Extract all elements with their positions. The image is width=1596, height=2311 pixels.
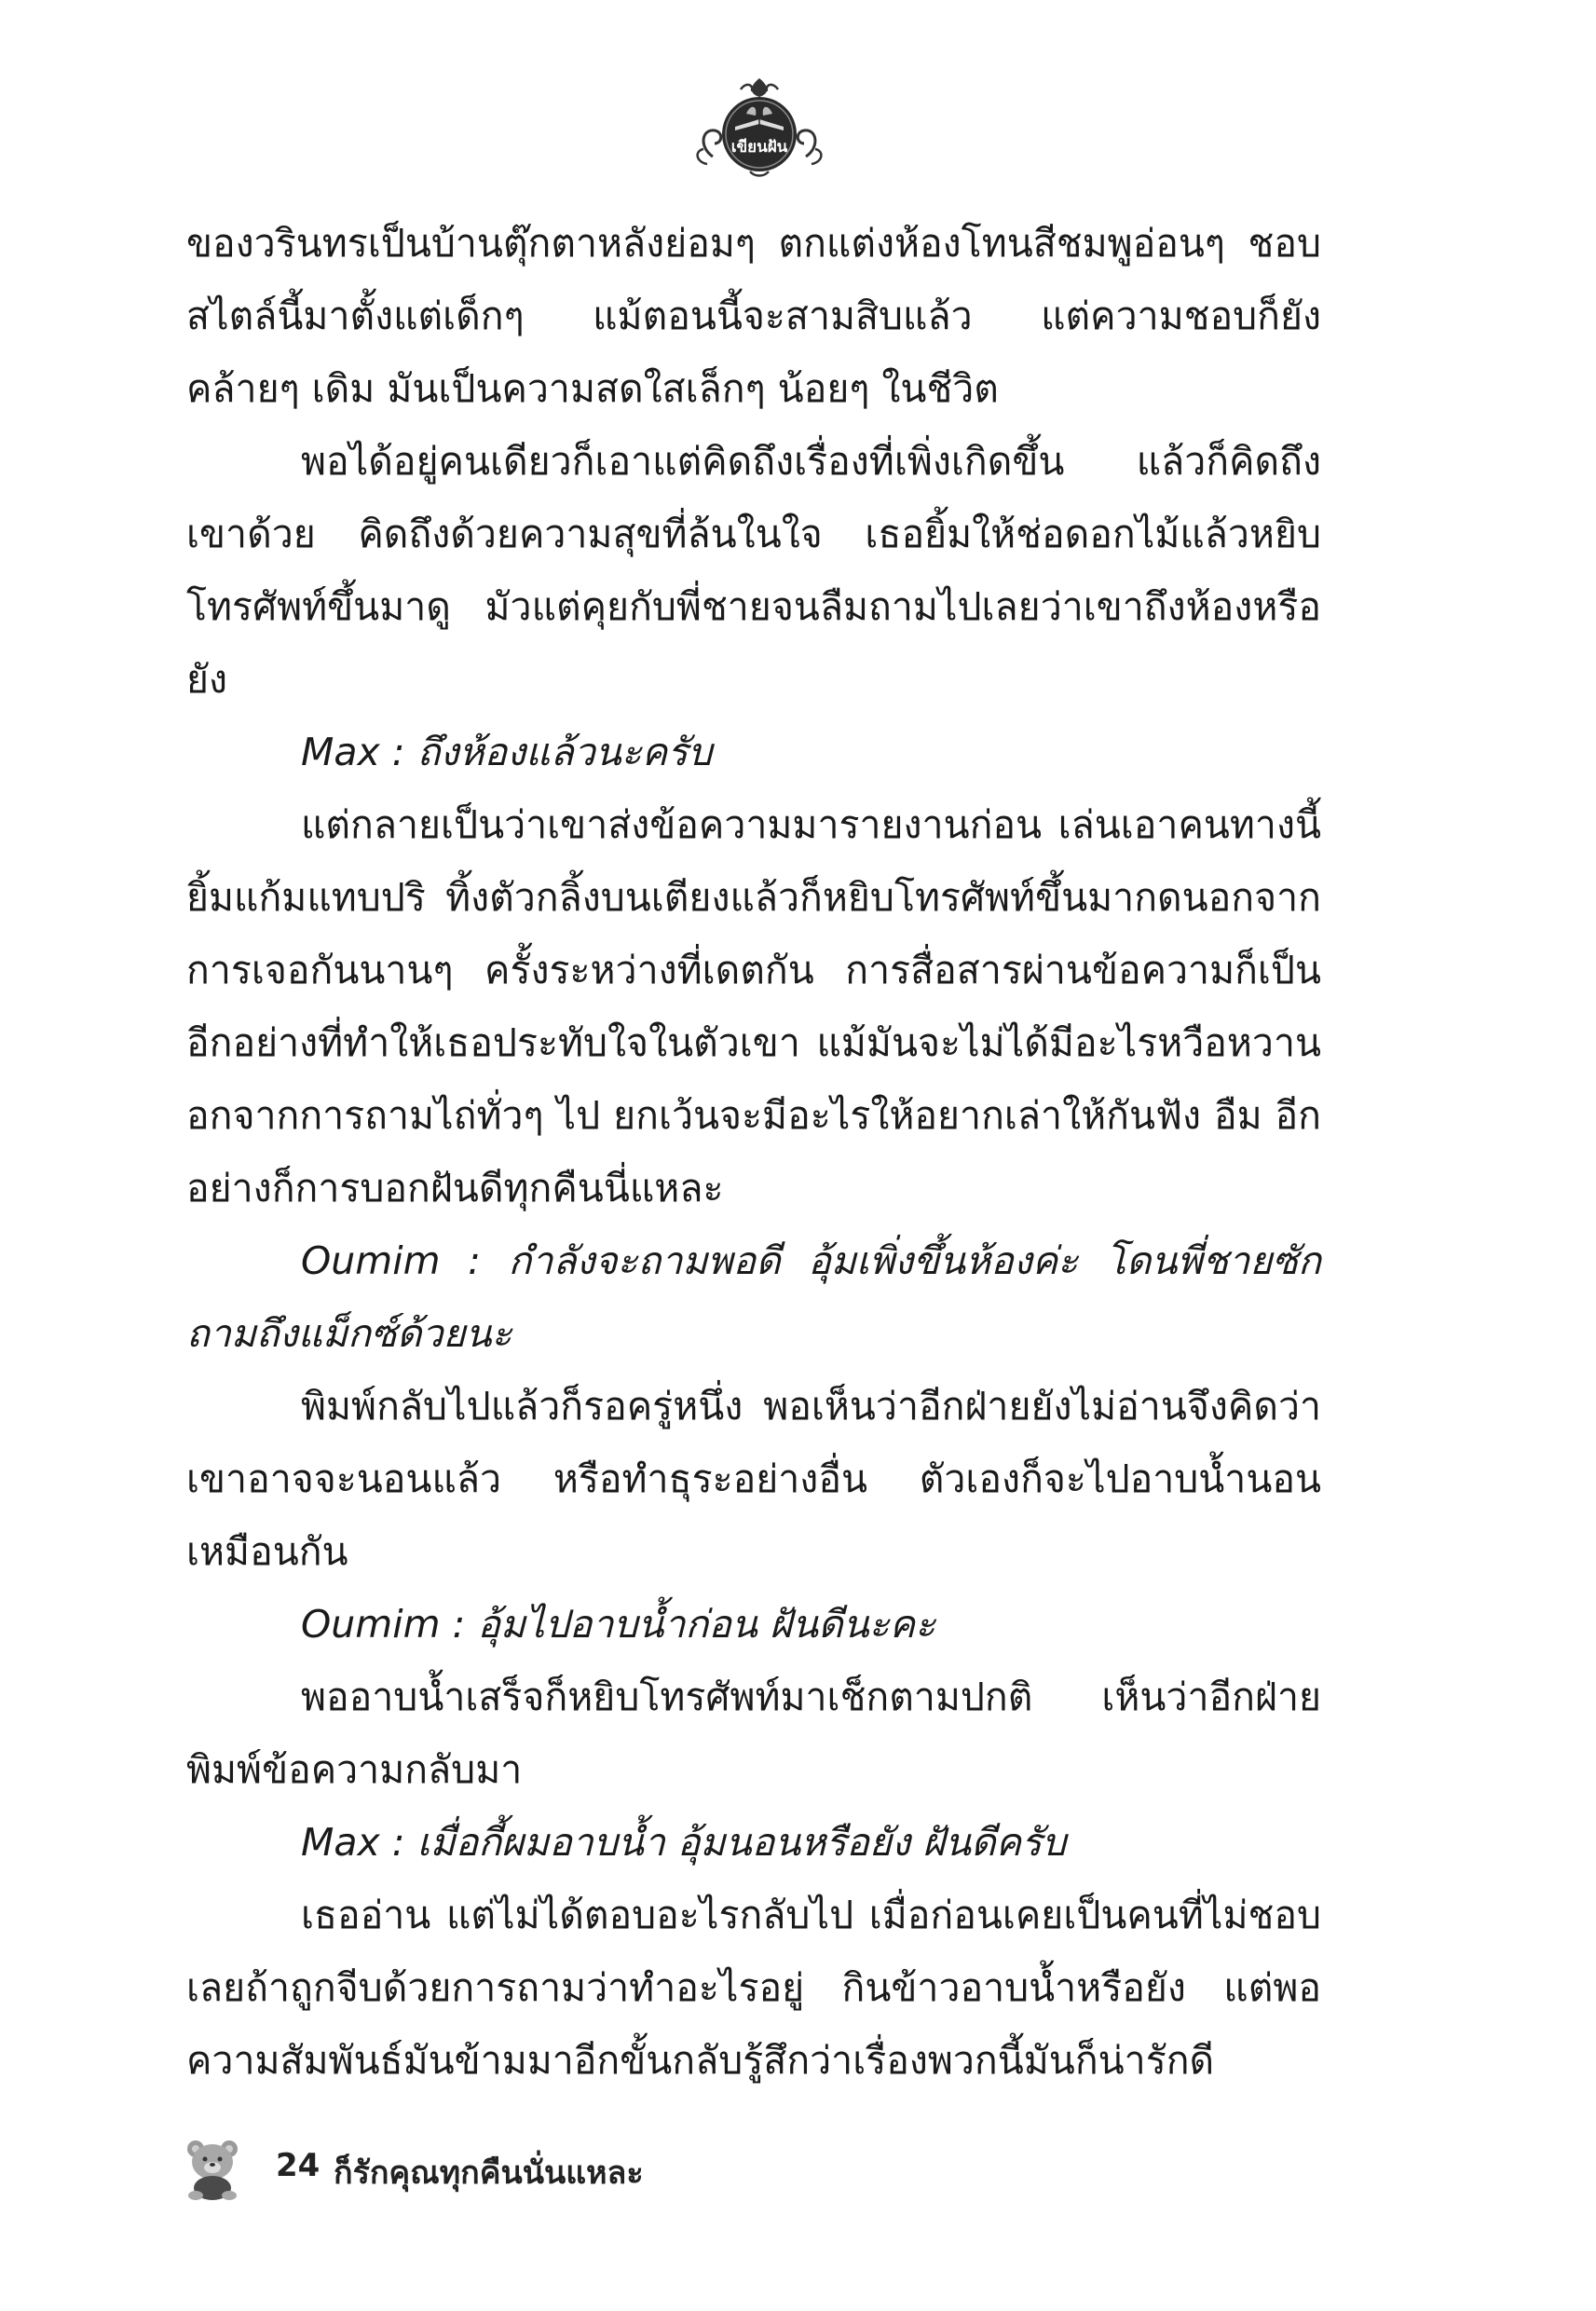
emblem-graphic <box>694 73 825 180</box>
chat-message: Max : เมื่อกี้ผมอาบน้ำ อุ้มนอนหรือยัง ฝันดีครับ <box>301 1820 1067 1865</box>
teddy-bear-icon <box>183 2136 244 2201</box>
book-emblem-icon <box>694 73 825 180</box>
emblem-label: เขียนฝัน <box>730 138 788 157</box>
page-number: 24 <box>276 2147 321 2184</box>
paragraph: พอได้อยู่คนเดียวก็เอาแต่คิดถึงเรื่องที่เพิ่งเกิดขึ้น แล้วก็คิดถึงเขาด้วย คิดถึงด้วยความสุขที่ล้นในใจ เธอยิ้มให้ช่อดอกไม้แล้วหยิบโทรศัพท์ขึ้นมาดู มัวแต่คุยกับพี่ชายจนลืมถามไปเลยว่าเขาถึงห้องหรือยัง <box>186 439 1321 702</box>
chat-message: Oumim : อุ้มไปอาบน้ำก่อน ฝันดีนะคะ <box>301 1602 936 1647</box>
book-title: ก็รักคุณทุกคืนนั่นแหละ <box>334 2154 644 2192</box>
page-footer <box>183 2134 1114 2208</box>
chat-message: Oumim : กำลังจะถามพอดี อุ้มเพิ่งขึ้นห้องค่ะ โดนพี่ชายซักถามถึงแม็กซ์ด้วยนะ <box>186 1238 1321 1356</box>
paragraph: แต่กลายเป็นว่าเขาส่งข้อความมารายงานก่อน เล่นเอาคนทางนี้ยิ้มแก้มแทบปริ ทิ้งตัวกลิ้งบนเตียงแล้วก็หยิบโทรศัพท์ขึ้นมากดนอกจากการเจอกันนานๆ ครั้งระหว่างที่เดตกัน การสื่อสารผ่านข้อความก็เป็นอีกอย่างที่ทำให้เธอประทับใจในตัวเขา แม้มันจะไม่ได้มีอะไรหวือหวานอกจากการถามไถ่ทั่วๆ ไป ยกเว้นจะมีอะไรให้อยากเล่าให้กันฟัง อืม อีกอย่างก็การบอกฝันดีทุกคืนนี่แหละ <box>186 802 1321 1210</box>
chat-message: Max : ถึงห้องแล้วนะครับ <box>301 730 713 774</box>
paragraph: พิมพ์กลับไปแล้วก็รอครู่หนึ่ง พอเห็นว่าอีกฝ่ายยังไม่อ่านจึงคิดว่าเขาอาจจะนอนแล้ว หรือทำธุระอย่างอื่น ตัวเองก็จะไปอาบน้ำนอนเหมือนกัน <box>186 1384 1321 1574</box>
mascot-graphic <box>183 2136 244 2201</box>
paragraph: เธออ่าน แต่ไม่ได้ตอบอะไรกลับไป เมื่อก่อนเคยเป็นคนที่ไม่ชอบเลยถ้าถูกจีบด้วยการถามว่าทำอะไรอยู่ กินข้าวอาบน้ำหรือยัง แต่พอความสัมพันธ์มันข้ามมาอีกขั้นกลับรู้สึกว่าเรื่องพวกนี้มันก็น่ารักดี <box>186 1893 1321 2083</box>
body-text <box>186 207 1321 2097</box>
paragraph: พออาบน้ำเสร็จก็หยิบโทรศัพท์มาเช็กตามปกติ เห็นว่าอีกฝ่ายพิมพ์ข้อความกลับมา <box>186 1675 1321 1792</box>
paragraph: ของวรินทรเป็นบ้านตุ๊กตาหลังย่อมๆ ตกแต่งห้องโทนสีชมพูอ่อนๆ ชอบสไตล์นี้มาตั้งแต่เด็กๆ แม้ตอนนี้จะสามสิบแล้ว แต่ความชอบก็ยังคล้ายๆ เดิม มันเป็นความสดใสเล็กๆ น้อยๆ ในชีวิต <box>186 221 1321 411</box>
